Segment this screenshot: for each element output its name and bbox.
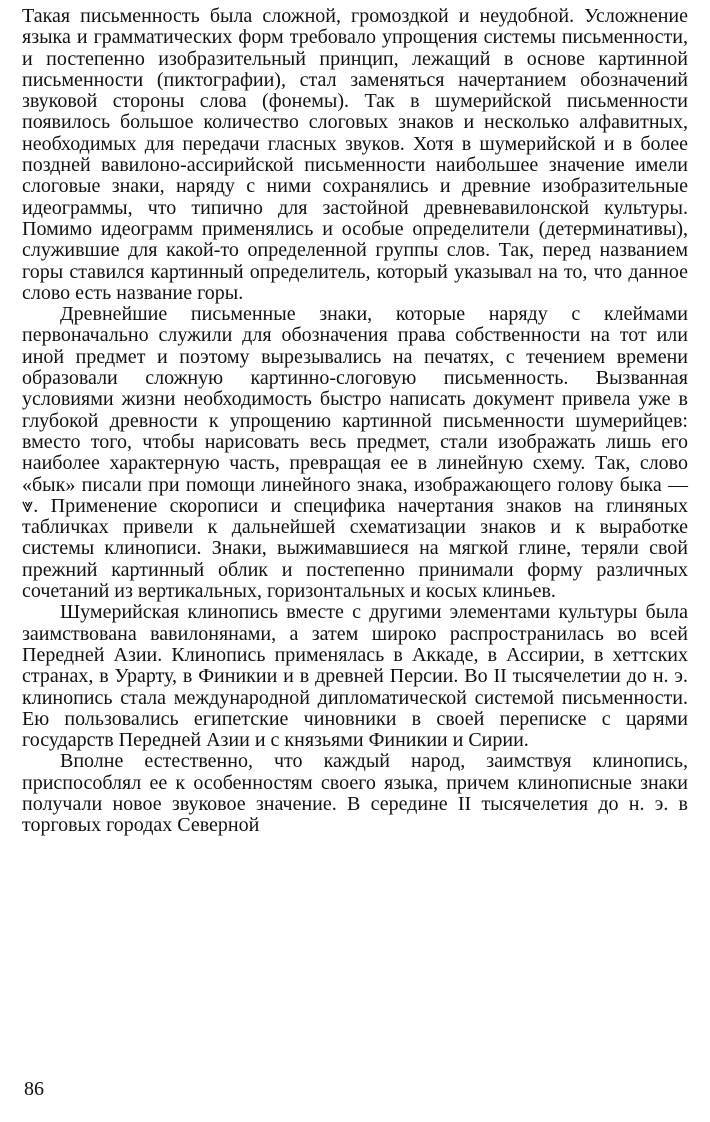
paragraph-2: Древнейшие письменные знаки, которые наряду с клеймами первоначально служили для обозначения права собственности на тот или иной предмет и поэтому вырезывались на печатях, с течением времени образовали сложную картинно-слоговую письменность. Вызванная условиями жизни необходимость быстро написать документ привела уже в глубокой древности к упрощению картинной письменности шумерийцев: вместо того, чтобы нарисовать весь предмет, стали изображать лишь его наиболее характерную часть, превращая ее в линейную схему. Так, слово «бык» писали при помощи линейного знака, изображающего голову быка — ⩔. Применение скорописи и специфика начертания знаков на глиняных табличках привели к дальнейшей схематизации знаков и к выработке системы клинописи. Знаки, выжимавшиеся на мягкой глине, теряли свой прежний картинный облик и постепенно принимали форму различных сочетаний из вертикальных, горизонтальных и косых клиньев. bbox=[22, 303, 688, 603]
page-body bbox=[22, 6, 688, 837]
page-number: 86 bbox=[24, 1078, 44, 1100]
paragraph-3: Шумерийская клинопись вместе с другими элементами культуры была заимствована вавилонянами, а затем широко распространилась во всей Передней Азии. Клинопись применялась в Аккаде, в Ассирии, в хеттских странах, в Урарту, в Финикии и в древней Персии. Во II тысячелетии до н. э. клинопись стала международной дипломатической системой письменности. Ею пользовались египетские чиновники в своей переписке с царями государств Передней Азии и с князьями Финикии и Сирии. bbox=[22, 601, 688, 752]
paragraph-1: Такая письменность была сложной, громоздкой и неудобной. Усложнение языка и грамматических форм требовало упрощения системы письменности, и постепенно изобразительный принцип, лежащий в основе картинной письменности (пиктографии), стал заменяться начертанием обозначений звуковой стороны слова (фонемы). Так в шумерийской письменности появилось большое количество слоговых знаков и несколько алфавитных, необходимых для передачи гласных звуков. Хотя в шумерийской и в более поздней вавилоно-ассирийской письменности наибольшее значение имели слоговые знаки, наряду с ними сохранялись и древние изобразительные идеограммы, что типично для застойной древневавилонской культуры. Помимо идеограмм применялись и особые определители (детерминативы), служившие для какой-то определенной группы слов. Так, перед названием горы ставился картинный определитель, который указывал на то, что данное слово есть название горы. bbox=[22, 5, 688, 304]
paragraph-4: Вполне естественно, что каждый народ, заимствуя клинопись, приспособлял ее к особенностям своего языка, причем клинописные знаки получали новое звуковое значение. В середине II тысячелетия до н. э. в торговых городах Северной bbox=[22, 750, 688, 837]
